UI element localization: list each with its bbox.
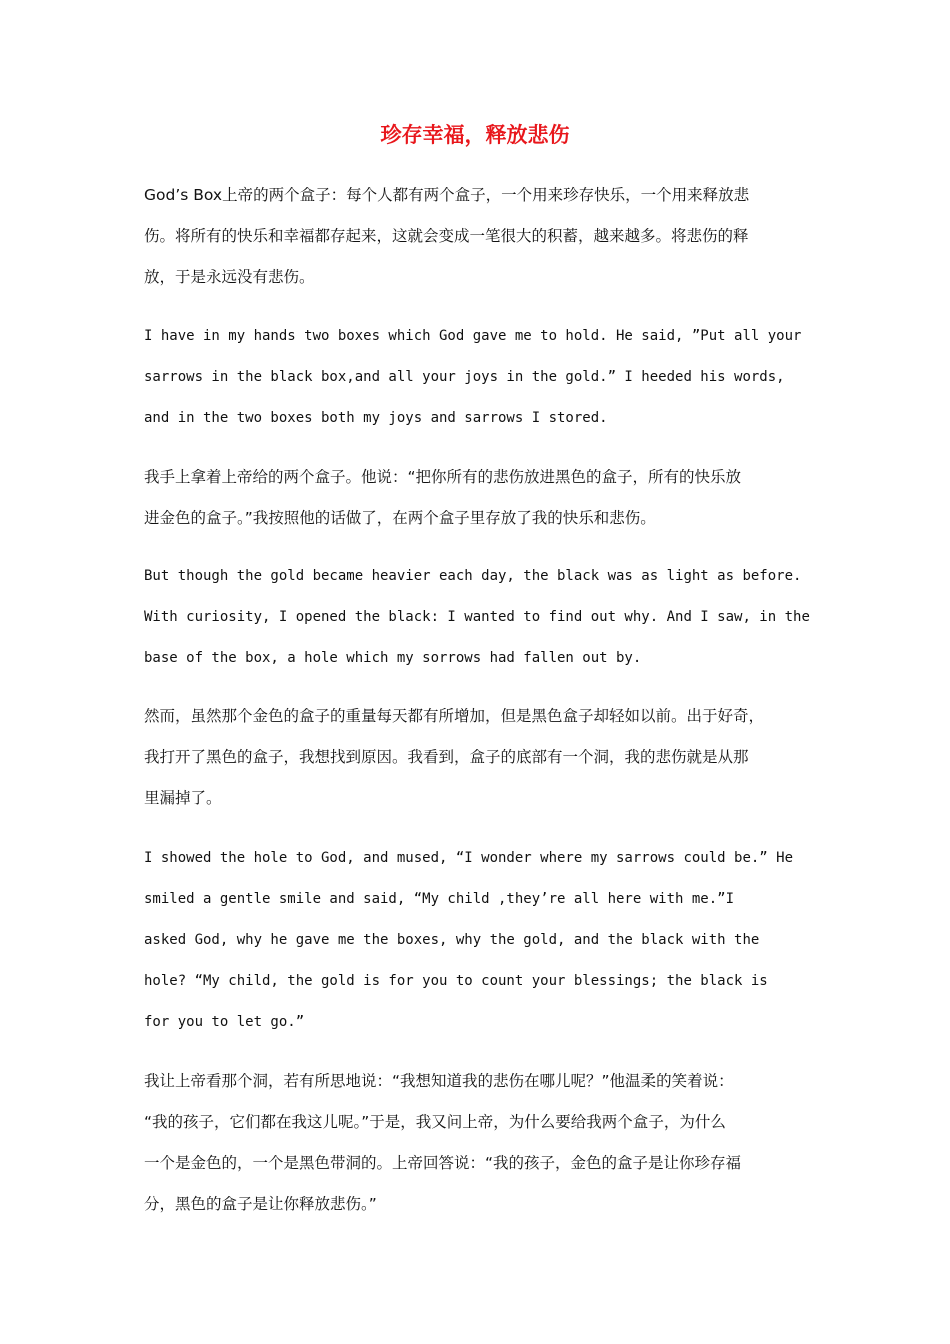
text-line: But though the gold became heavier each day, the black was as light as before.	[144, 568, 802, 584]
paragraph-3-cn	[144, 1061, 814, 1225]
text-line: smiled a gentle smile and said, “My child ,they’re all here with me.”I	[144, 891, 735, 907]
text-line: 我打开了黑色的盒子，我想找到原因。我看到，盒子的底部有一个洞，我的悲伤就是从那	[144, 748, 749, 766]
text-line: for you to let go.”	[144, 1014, 305, 1030]
paragraph-2-cn	[144, 696, 814, 819]
text-line: 然而，虽然那个金色的盒子的重量每天都有所增加，但是黑色盒子却轻如以前。出于好奇，	[144, 707, 765, 725]
document-title: 珍存幸福，释放悲伤	[380, 123, 570, 147]
text-line: hole? “My child, the gold is for you to count your blessings; the black is	[144, 973, 768, 989]
text-line: 里漏掉了。	[144, 789, 222, 807]
text-line: sarrows in the black box,and all your joys in the gold.” I heeded his words,	[144, 369, 785, 385]
text-line: and in the two boxes both my joys and sarrows I stored.	[144, 410, 608, 426]
text-line: asked God, why he gave me the boxes, why the gold, and the black with the	[144, 932, 760, 948]
text-line: With curiosity, I opened the black: I wanted to find out why. And I saw, in the	[144, 609, 810, 625]
paragraph-1-en	[144, 316, 814, 439]
text-line: 分，黑色的盒子是让你释放悲伤。”	[144, 1195, 377, 1213]
text-line: 一个是金色的，一个是黑色带洞的。上帝回答说：“我的孩子，金色的盒子是让你珍存福	[144, 1154, 742, 1172]
paragraph-3-en	[144, 838, 814, 1043]
paragraph-2-en	[144, 556, 814, 679]
text-line: “我的孩子，它们都在我这儿呢。”于是，我又问上帝，为什么要给我两个盒子，为什么	[144, 1113, 726, 1131]
paragraph-1-cn	[144, 457, 814, 539]
text-line: 放，于是永远没有悲伤。	[144, 268, 315, 286]
text-line: I have in my hands two boxes which God gave me to hold. He said, ”Put all your	[144, 328, 802, 344]
text-line: 我手上拿着上帝给的两个盒子。他说：“把你所有的悲伤放进黑色的盒子，所有的快乐放	[144, 468, 742, 486]
text-line: 进金色的盒子。”我按照他的话做了，在两个盒子里存放了我的快乐和悲伤。	[144, 509, 656, 527]
paragraph-intro-cn	[144, 175, 814, 298]
text-line: base of the box, a hole which my sorrows had fallen out by.	[144, 650, 642, 666]
text-line: 伤。将所有的快乐和幸福都存起来，这就会变成一笔很大的积蓄，越来越多。将悲伤的释	[144, 227, 749, 245]
text-line: God’s Box上帝的两个盒子：每个人都有两个盒子，一个用来珍存快乐，一个用来释放悲	[144, 186, 750, 204]
text-line: I showed the hole to God, and mused, “I wonder where my sarrows could be.” He	[144, 850, 794, 866]
text-line: 我让上帝看那个洞，若有所思地说：“我想知道我的悲伤在哪儿呢？”他温柔的笑着说：	[144, 1072, 734, 1090]
